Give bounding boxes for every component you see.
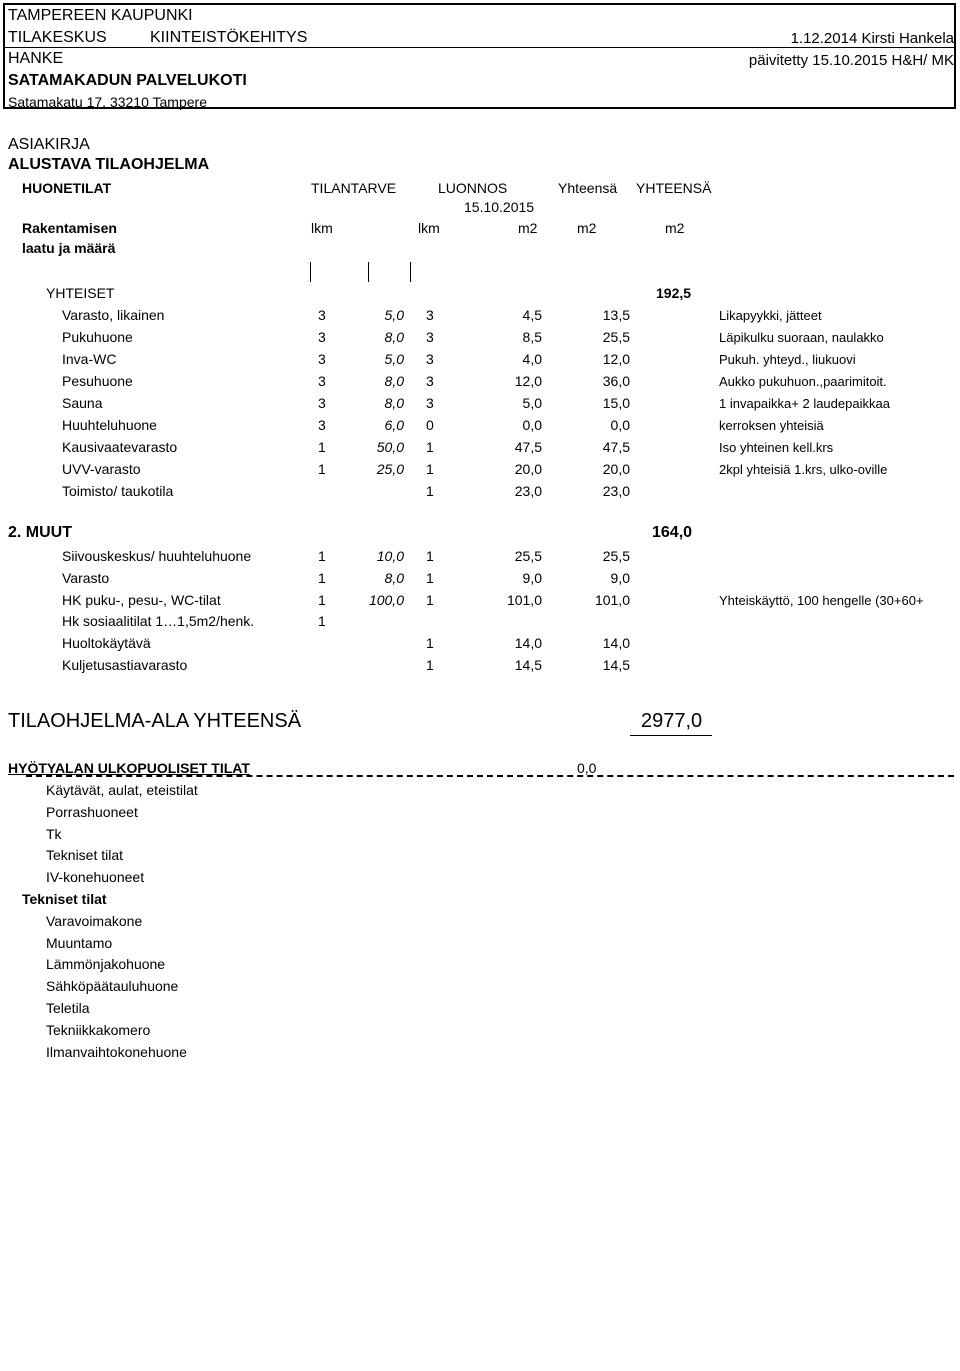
section-muut-total: 164,0 (652, 524, 693, 541)
outside-item: Porrashuoneet (46, 803, 138, 820)
row-lkm-draft: 3 (426, 373, 434, 389)
row-m2-draft: 4,5 (522, 307, 542, 323)
row-name: Huoltokäytävä (62, 635, 151, 652)
row-m2-draft: 0,0 (522, 417, 542, 433)
row-name: HK puku-, pesu-, WC-tilat (62, 591, 221, 608)
sub-laatu: laatu ja määrä (22, 240, 116, 256)
row-lkm-need: 3 (318, 307, 326, 323)
row-m2-need: 25,0 (376, 461, 404, 477)
outside-item: Teletila (46, 1000, 90, 1016)
row-m2-draft: 101,0 (506, 591, 542, 608)
row-note: Aukko pukuhuon.,paarimitoit. (719, 374, 887, 389)
row-lkm-draft: 0 (426, 417, 434, 433)
project-name: SATAMAKADUN PALVELUKOTI (8, 72, 247, 89)
row-note: Pukuh. yhteyd., liukuovi (719, 352, 856, 367)
row-lkm-draft: 3 (426, 395, 434, 411)
row-note: Läpikulku suoraan, naulakko (719, 330, 884, 345)
row-lkm-draft: 1 (426, 548, 434, 564)
row-lkm-draft: 3 (426, 351, 434, 367)
row-total: 36,0 (602, 373, 630, 389)
section-muut-title: 2. MUUT (8, 524, 72, 541)
col-luonnos-date: 15.10.2015 (464, 199, 535, 215)
grid-line (368, 262, 369, 282)
row-name: Inva-WC (62, 351, 117, 367)
outside-item: Lämmönjakohuone (46, 956, 166, 973)
row-total: 25,5 (602, 548, 630, 564)
row-total: 9,0 (610, 569, 630, 586)
doc-title: ALUSTAVA TILAOHJELMA (8, 156, 210, 173)
section-yhteiset-total: 192,5 (656, 285, 692, 301)
row-m2-draft: 12,0 (514, 373, 542, 389)
grand-total-value: 2977,0 (641, 710, 703, 732)
project-address: Satamakatu 17, 33210 Tampere (8, 94, 207, 110)
sub-rakentamisen: Rakentamisen (22, 220, 117, 236)
section-yhteiset-title: YHTEISET (46, 285, 115, 301)
row-m2-draft: 9,0 (522, 569, 542, 586)
row-lkm-need: 1 (318, 548, 326, 564)
row-lkm-need: 1 (318, 591, 326, 608)
row-lkm-need: 1 (318, 613, 326, 630)
row-m2-need: 8,0 (384, 569, 404, 586)
row-m2-draft: 20,0 (514, 461, 542, 477)
row-name: Kuljetusastiavarasto (62, 657, 188, 673)
row-name: Huuhteluhuone (62, 417, 157, 433)
row-name: Toimisto/ taukotila (62, 483, 174, 499)
row-total: 101,0 (594, 591, 630, 608)
sub-lkm-2: lkm (418, 220, 440, 236)
outside-title: HYÖTYALAN ULKOPUOLISET TILAT (8, 760, 250, 776)
dept-kiinteistokehitys: KIINTEISTÖKEHITYS (150, 29, 308, 46)
row-lkm-draft: 1 (426, 657, 434, 673)
outside-item: Muuntamo (46, 934, 113, 951)
row-m2-need: 5,0 (384, 307, 404, 323)
outside-item: Tekniset tilat (46, 847, 124, 864)
date-author: 1.12.2014 Kirsti Hankela (790, 30, 954, 47)
row-name: Kausivaatevarasto (62, 439, 178, 455)
sub-m2-3: m2 (665, 220, 685, 236)
row-total: 15,0 (602, 395, 630, 411)
org-name: TAMPEREEN KAUPUNKI (8, 7, 193, 24)
sub-lkm-1: lkm (311, 220, 333, 236)
row-m2-need: 6,0 (384, 417, 404, 433)
row-lkm-need: 3 (318, 417, 326, 433)
row-m2-need: 8,0 (384, 395, 404, 411)
outside-item: Varavoimakone (46, 912, 143, 929)
row-name: Varasto, likainen (62, 307, 165, 323)
row-total: 14,0 (602, 635, 630, 652)
row-name: Pukuhuone (62, 329, 133, 345)
project-label: HANKE (8, 50, 64, 67)
grand-total-label: TILAOHJELMA-ALA YHTEENSÄ (8, 710, 302, 732)
row-total: 0,0 (610, 417, 630, 433)
row-name: Hk sosiaalitilat 1…1,5m2/henk. (62, 613, 255, 630)
row-m2-draft: 47,5 (514, 439, 542, 455)
row-m2-need: 10,0 (376, 548, 404, 564)
outside-item: Tk (46, 825, 62, 842)
row-note: kerroksen yhteisiä (719, 418, 824, 433)
row-total: 14,5 (602, 657, 630, 673)
grand-total-underline (630, 735, 712, 736)
row-name: UVV-varasto (62, 461, 141, 477)
row-name: Sauna (62, 395, 103, 411)
outside-item: Tekniikkakomero (46, 1021, 151, 1038)
outside-item: Sähköpäätauluhuone (46, 978, 179, 995)
row-lkm-need: 1 (318, 461, 326, 477)
col-huonetilat: HUONETILAT (22, 180, 112, 196)
row-lkm-need: 3 (318, 373, 326, 389)
row-lkm-draft: 1 (426, 591, 434, 608)
row-lkm-draft: 1 (426, 569, 434, 586)
row-total: 23,0 (602, 483, 630, 499)
row-total: 13,5 (602, 307, 630, 323)
outside-item: Tekniset tilat (22, 891, 107, 907)
row-m2-draft: 4,0 (522, 351, 542, 367)
sub-m2-2: m2 (577, 220, 597, 236)
row-lkm-need: 3 (318, 395, 326, 411)
col-tilantarve: TILANTARVE (311, 180, 397, 196)
sub-m2-1: m2 (518, 220, 538, 236)
row-m2-draft: 14,0 (514, 635, 542, 652)
row-lkm-need: 3 (318, 351, 326, 367)
row-total: 12,0 (602, 351, 630, 367)
row-m2-need: 100,0 (368, 591, 404, 608)
row-m2-need: 5,0 (384, 351, 404, 367)
dashed-separator (26, 775, 954, 777)
updated-info: päivitetty 15.10.2015 H&H/ MK (748, 52, 954, 69)
row-lkm-draft: 1 (426, 461, 434, 477)
row-total: 20,0 (602, 461, 630, 477)
row-lkm-draft: 1 (426, 483, 434, 499)
row-name: Siivouskeskus/ huuhteluhuone (62, 548, 252, 564)
grid-line (410, 262, 411, 282)
col-yhteensa-caps: YHTEENSÄ (636, 180, 712, 196)
row-lkm-draft: 1 (426, 635, 434, 652)
row-name: Varasto (62, 569, 110, 586)
row-m2-need: 8,0 (384, 329, 404, 345)
row-lkm-need: 3 (318, 329, 326, 345)
row-lkm-need: 1 (318, 569, 326, 586)
outside-value: 0,0 (577, 760, 597, 776)
row-note: 1 invapaikka+ 2 laudepaikkaa (719, 396, 890, 411)
row-name: Pesuhuone (62, 373, 133, 389)
row-m2-draft: 25,5 (514, 548, 542, 564)
header-divider (3, 47, 956, 48)
row-lkm-draft: 1 (426, 439, 434, 455)
row-m2-draft: 23,0 (514, 483, 542, 499)
row-lkm-draft: 3 (426, 329, 434, 345)
row-lkm-need: 1 (318, 439, 326, 455)
row-m2-need: 50,0 (376, 439, 404, 455)
row-m2-draft: 8,5 (522, 329, 542, 345)
dept-tilakeskus: TILAKESKUS (8, 29, 107, 46)
outside-item: Ilmanvaihtokonehuone (46, 1043, 187, 1060)
row-note: Iso yhteinen kell.krs (719, 440, 834, 455)
row-lkm-draft: 3 (426, 307, 434, 323)
row-note: Likapyykki, jätteet (719, 308, 822, 323)
outside-item: Käytävät, aulat, eteistilat (46, 782, 198, 798)
outside-item: IV-konehuoneet (46, 869, 145, 886)
col-yhteensa: Yhteensä (558, 180, 618, 196)
row-note: Yhteiskäyttö, 100 hengelle (30+60+ (719, 592, 924, 608)
col-luonnos: LUONNOS (438, 180, 508, 196)
row-m2-need: 8,0 (384, 373, 404, 389)
doc-label: ASIAKIRJA (8, 136, 90, 153)
row-m2-draft: 5,0 (522, 395, 542, 411)
row-total: 25,5 (602, 329, 630, 345)
row-note: 2kpl yhteisiä 1.krs, ulko-oville (719, 462, 888, 477)
grid-line (310, 262, 311, 282)
row-total: 47,5 (602, 439, 630, 455)
row-m2-draft: 14,5 (514, 657, 542, 673)
